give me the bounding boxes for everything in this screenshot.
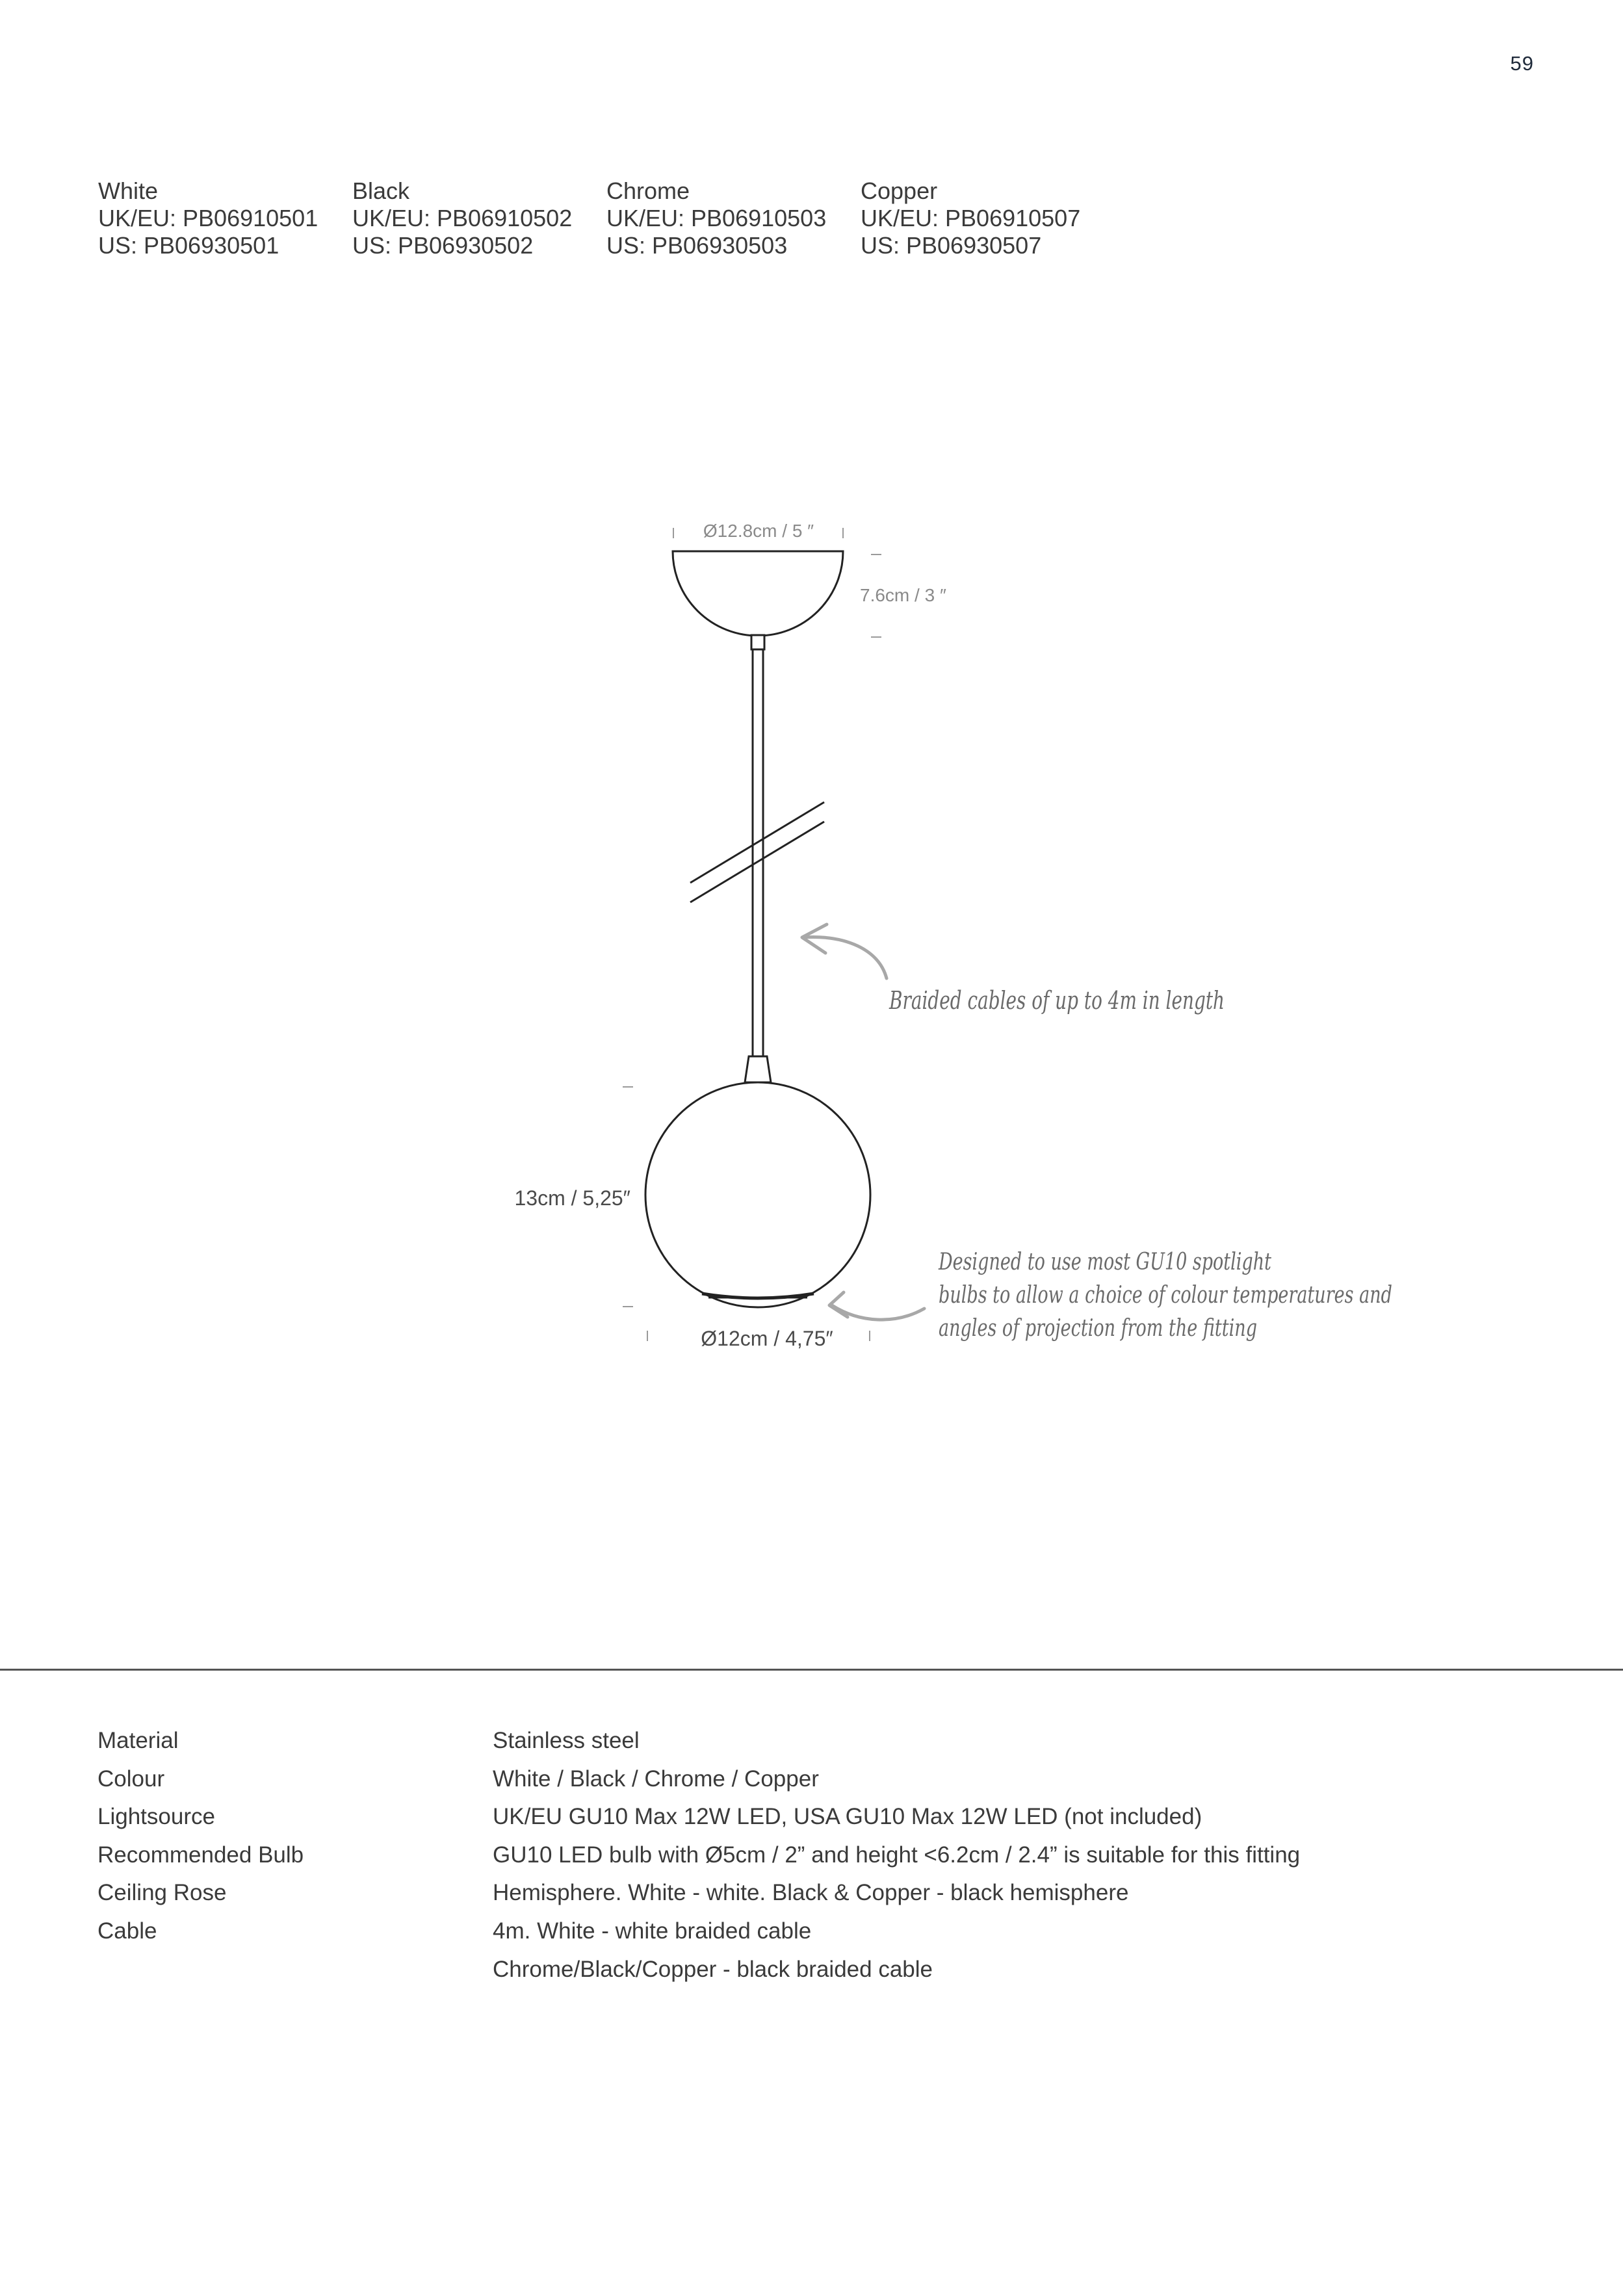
variant-colour: Black [352,177,410,204]
section-divider [0,1669,1623,1671]
bulb-note-line-2: bulbs to allow a choice of colour temperatures and [939,1282,1392,1309]
spec-label: Recommended Bulb [97,1842,304,1868]
rose-height-label: 7.6cm / 3 ″ [860,585,946,605]
variant-colour: Copper [861,177,938,204]
globe-height-label: 13cm / 5,25″ [514,1186,630,1210]
spec-label: Ceiling Rose [97,1880,227,1906]
spec-value: Stainless steel [493,1728,640,1753]
variant-us-code: US: PB06930501 [98,232,279,259]
spec-row [97,1842,1300,1881]
variant-ukeu-code: UK/EU: PB06910503 [606,205,827,231]
spec-label: Cable [97,1918,157,1944]
rose-diameter-label: Ø12.8cm / 5 ″ [703,521,814,541]
bulb-note-line-3: angles of projection from the fitting [939,1315,1257,1342]
spec-value: Chrome/Black/Copper - black braided cable [493,1956,933,1982]
variant-us-code: US: PB06930502 [352,232,534,259]
spec-value: 4m. White - white braided cable [493,1918,812,1944]
break-mark-upper [690,802,824,883]
cable-note-arrow [803,937,887,978]
spec-value: White / Black / Chrome / Copper [493,1766,819,1792]
spec-row [97,1728,1300,1766]
variant-ukeu-code: UK/EU: PB06910501 [98,205,318,231]
break-mark-lower [690,822,824,902]
spec-value: UK/EU GU10 Max 12W LED, USA GU10 Max 12W LED (not included) [493,1804,1202,1830]
spec-row [97,1880,1300,1918]
globe-neck [745,1056,771,1082]
cable-note: Braided cables of up to 4m in length [889,986,1225,1015]
spec-row [97,1918,1300,1957]
spec-label [97,1957,493,1995]
variant-ukeu-code: UK/EU: PB06910507 [861,205,1081,231]
rose-connector [751,635,764,649]
spec-row [97,1957,1300,1995]
variant-ukeu-code: UK/EU: PB06910502 [352,205,573,231]
spec-value: Hemisphere. White - white. Black & Copper - black hemisphere [493,1880,1129,1906]
variant-colour: White [98,177,159,204]
spec-label: Material [97,1728,179,1753]
globe-shade [645,1082,870,1307]
spec-table [97,1728,1300,1994]
variant-us-code: US: PB06930507 [861,232,1042,259]
spec-value: GU10 LED bulb with Ø5cm / 2” and height <6.2cm / 2.4” is suitable for this fitting [493,1842,1301,1868]
spec-label: Lightsource [97,1804,215,1830]
spec-row [97,1804,1300,1842]
variant-us-code: US: PB06930503 [606,232,788,259]
spec-label: Colour [97,1766,165,1792]
ceiling-rose [673,551,843,636]
globe-diameter-label: Ø12cm / 4,75″ [701,1327,833,1350]
spec-row [97,1766,1300,1805]
variant-colour: Chrome [606,177,690,204]
page-number: 59 [1510,52,1534,75]
bulb-note-line-1: Designed to use most GU10 spotlight [938,1249,1272,1275]
